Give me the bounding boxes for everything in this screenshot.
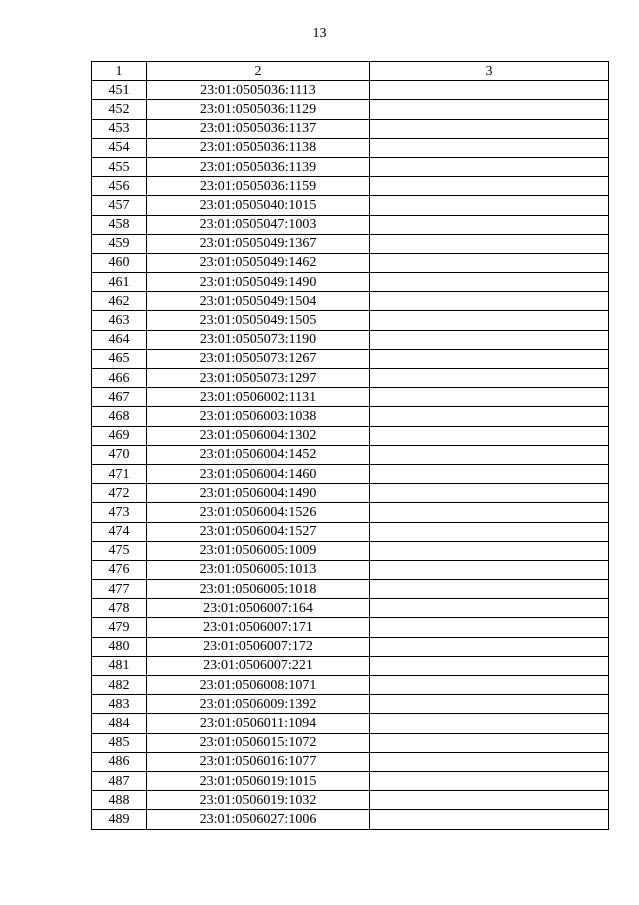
table-row xyxy=(92,752,609,771)
row-number-cell: 458 xyxy=(92,215,147,234)
table-row xyxy=(92,330,609,349)
table-row xyxy=(92,445,609,464)
cadastral-number-cell: 23:01:0506004:1526 xyxy=(147,503,370,522)
notes-cell xyxy=(370,752,609,771)
notes-cell xyxy=(370,656,609,675)
cadastral-table xyxy=(91,61,609,830)
table-row xyxy=(92,771,609,790)
table-row xyxy=(92,81,609,100)
row-number-cell: 461 xyxy=(92,273,147,292)
row-number-cell: 455 xyxy=(92,157,147,176)
row-number-cell: 465 xyxy=(92,349,147,368)
notes-cell xyxy=(370,676,609,695)
row-number-cell: 474 xyxy=(92,522,147,541)
row-number-cell: 489 xyxy=(92,810,147,829)
table-row xyxy=(92,484,609,503)
row-number-cell: 482 xyxy=(92,676,147,695)
table-row xyxy=(92,464,609,483)
cadastral-number-cell: 23:01:0505036:1129 xyxy=(147,100,370,119)
cadastral-number-cell: 23:01:0506004:1452 xyxy=(147,445,370,464)
row-number-cell: 469 xyxy=(92,426,147,445)
notes-cell xyxy=(370,215,609,234)
row-number-cell: 464 xyxy=(92,330,147,349)
cadastral-number-cell: 23:01:0506007:221 xyxy=(147,656,370,675)
row-number-cell: 456 xyxy=(92,177,147,196)
row-number-cell: 467 xyxy=(92,388,147,407)
notes-cell xyxy=(370,695,609,714)
table-row xyxy=(92,791,609,810)
notes-cell xyxy=(370,273,609,292)
table-row xyxy=(92,119,609,138)
cadastral-number-cell: 23:01:0506005:1009 xyxy=(147,541,370,560)
cadastral-number-cell: 23:01:0506005:1013 xyxy=(147,560,370,579)
cadastral-number-cell: 23:01:0505049:1462 xyxy=(147,253,370,272)
notes-cell xyxy=(370,733,609,752)
cadastral-number-cell: 23:01:0506004:1490 xyxy=(147,484,370,503)
row-number-cell: 485 xyxy=(92,733,147,752)
cadastral-number-cell: 23:01:0506007:164 xyxy=(147,599,370,618)
column-header-3: 3 xyxy=(370,62,609,81)
cadastral-number-cell: 23:01:0506002:1131 xyxy=(147,388,370,407)
table-row xyxy=(92,369,609,388)
cadastral-number-cell: 23:01:0505036:1137 xyxy=(147,119,370,138)
cadastral-number-cell: 23:01:0505047:1003 xyxy=(147,215,370,234)
cadastral-number-cell: 23:01:0506009:1392 xyxy=(147,695,370,714)
row-number-cell: 479 xyxy=(92,618,147,637)
notes-cell xyxy=(370,464,609,483)
cadastral-number-cell: 23:01:0506011:1094 xyxy=(147,714,370,733)
cadastral-number-cell: 23:01:0506005:1018 xyxy=(147,580,370,599)
notes-cell xyxy=(370,349,609,368)
cadastral-number-cell: 23:01:0506019:1032 xyxy=(147,791,370,810)
notes-cell xyxy=(370,771,609,790)
row-number-cell: 471 xyxy=(92,464,147,483)
cadastral-number-cell: 23:01:0506007:172 xyxy=(147,637,370,656)
notes-cell xyxy=(370,177,609,196)
row-number-cell: 486 xyxy=(92,752,147,771)
row-number-cell: 483 xyxy=(92,695,147,714)
notes-cell xyxy=(370,157,609,176)
table-row xyxy=(92,733,609,752)
notes-cell xyxy=(370,292,609,311)
notes-cell xyxy=(370,484,609,503)
notes-cell xyxy=(370,407,609,426)
row-number-cell: 476 xyxy=(92,560,147,579)
column-header-1: 1 xyxy=(92,62,147,81)
row-number-cell: 487 xyxy=(92,771,147,790)
row-number-cell: 451 xyxy=(92,81,147,100)
notes-cell xyxy=(370,714,609,733)
table-row xyxy=(92,656,609,675)
notes-cell xyxy=(370,119,609,138)
cadastral-number-cell: 23:01:0505036:1139 xyxy=(147,157,370,176)
table-row xyxy=(92,426,609,445)
notes-cell xyxy=(370,330,609,349)
cadastral-number-cell: 23:01:0506015:1072 xyxy=(147,733,370,752)
table-row xyxy=(92,503,609,522)
row-number-cell: 473 xyxy=(92,503,147,522)
table-row xyxy=(92,580,609,599)
row-number-cell: 484 xyxy=(92,714,147,733)
table-row xyxy=(92,177,609,196)
notes-cell xyxy=(370,522,609,541)
row-number-cell: 480 xyxy=(92,637,147,656)
cadastral-number-cell: 23:01:0505049:1367 xyxy=(147,234,370,253)
cadastral-number-cell: 23:01:0505049:1505 xyxy=(147,311,370,330)
table-row xyxy=(92,138,609,157)
cadastral-number-cell: 23:01:0505073:1190 xyxy=(147,330,370,349)
row-number-cell: 462 xyxy=(92,292,147,311)
cadastral-number-cell: 23:01:0506003:1038 xyxy=(147,407,370,426)
row-number-cell: 463 xyxy=(92,311,147,330)
cadastral-number-cell: 23:01:0505049:1504 xyxy=(147,292,370,311)
notes-cell xyxy=(370,541,609,560)
row-number-cell: 468 xyxy=(92,407,147,426)
table-row xyxy=(92,637,609,656)
notes-cell xyxy=(370,503,609,522)
table-row xyxy=(92,349,609,368)
row-number-cell: 481 xyxy=(92,656,147,675)
notes-cell xyxy=(370,599,609,618)
row-number-cell: 470 xyxy=(92,445,147,464)
cadastral-number-cell: 23:01:0505073:1297 xyxy=(147,369,370,388)
table-row xyxy=(92,541,609,560)
row-number-cell: 472 xyxy=(92,484,147,503)
row-number-cell: 477 xyxy=(92,580,147,599)
table-body xyxy=(92,81,609,829)
row-number-cell: 454 xyxy=(92,138,147,157)
table-row xyxy=(92,810,609,829)
row-number-cell: 460 xyxy=(92,253,147,272)
table-row xyxy=(92,388,609,407)
table-row xyxy=(92,714,609,733)
cadastral-number-cell: 23:01:0506027:1006 xyxy=(147,810,370,829)
notes-cell xyxy=(370,234,609,253)
row-number-cell: 475 xyxy=(92,541,147,560)
table-row xyxy=(92,234,609,253)
row-number-cell: 478 xyxy=(92,599,147,618)
notes-cell xyxy=(370,637,609,656)
notes-cell xyxy=(370,810,609,829)
table-row xyxy=(92,215,609,234)
column-header-2: 2 xyxy=(147,62,370,81)
cadastral-number-cell: 23:01:0506004:1302 xyxy=(147,426,370,445)
cadastral-number-cell: 23:01:0506004:1460 xyxy=(147,464,370,483)
table-row xyxy=(92,522,609,541)
table-row xyxy=(92,273,609,292)
table-row xyxy=(92,157,609,176)
row-number-cell: 488 xyxy=(92,791,147,810)
cadastral-number-cell: 23:01:0505036:1138 xyxy=(147,138,370,157)
cadastral-number-cell: 23:01:0506004:1527 xyxy=(147,522,370,541)
table-row xyxy=(92,100,609,119)
notes-cell xyxy=(370,388,609,407)
table-row xyxy=(92,407,609,426)
table-row xyxy=(92,695,609,714)
notes-cell xyxy=(370,791,609,810)
row-number-cell: 453 xyxy=(92,119,147,138)
table-header-row xyxy=(92,62,609,81)
notes-cell xyxy=(370,138,609,157)
table-row xyxy=(92,292,609,311)
table-row xyxy=(92,599,609,618)
notes-cell xyxy=(370,580,609,599)
notes-cell xyxy=(370,196,609,215)
cadastral-number-cell: 23:01:0505036:1113 xyxy=(147,81,370,100)
table-row xyxy=(92,618,609,637)
notes-cell xyxy=(370,253,609,272)
cadastral-number-cell: 23:01:0506008:1071 xyxy=(147,676,370,695)
table-row xyxy=(92,196,609,215)
notes-cell xyxy=(370,369,609,388)
notes-cell xyxy=(370,100,609,119)
notes-cell xyxy=(370,81,609,100)
notes-cell xyxy=(370,426,609,445)
table-row xyxy=(92,560,609,579)
row-number-cell: 466 xyxy=(92,369,147,388)
cadastral-number-cell: 23:01:0506016:1077 xyxy=(147,752,370,771)
table-row xyxy=(92,311,609,330)
notes-cell xyxy=(370,618,609,637)
table-row xyxy=(92,676,609,695)
page-number: 13 xyxy=(312,26,327,41)
notes-cell xyxy=(370,311,609,330)
notes-cell xyxy=(370,560,609,579)
cadastral-number-cell: 23:01:0505049:1490 xyxy=(147,273,370,292)
table-row xyxy=(92,253,609,272)
row-number-cell: 459 xyxy=(92,234,147,253)
cadastral-number-cell: 23:01:0505040:1015 xyxy=(147,196,370,215)
notes-cell xyxy=(370,445,609,464)
cadastral-number-cell: 23:01:0505036:1159 xyxy=(147,177,370,196)
row-number-cell: 452 xyxy=(92,100,147,119)
cadastral-number-cell: 23:01:0506019:1015 xyxy=(147,771,370,790)
row-number-cell: 457 xyxy=(92,196,147,215)
cadastral-number-cell: 23:01:0506007:171 xyxy=(147,618,370,637)
cadastral-number-cell: 23:01:0505073:1267 xyxy=(147,349,370,368)
